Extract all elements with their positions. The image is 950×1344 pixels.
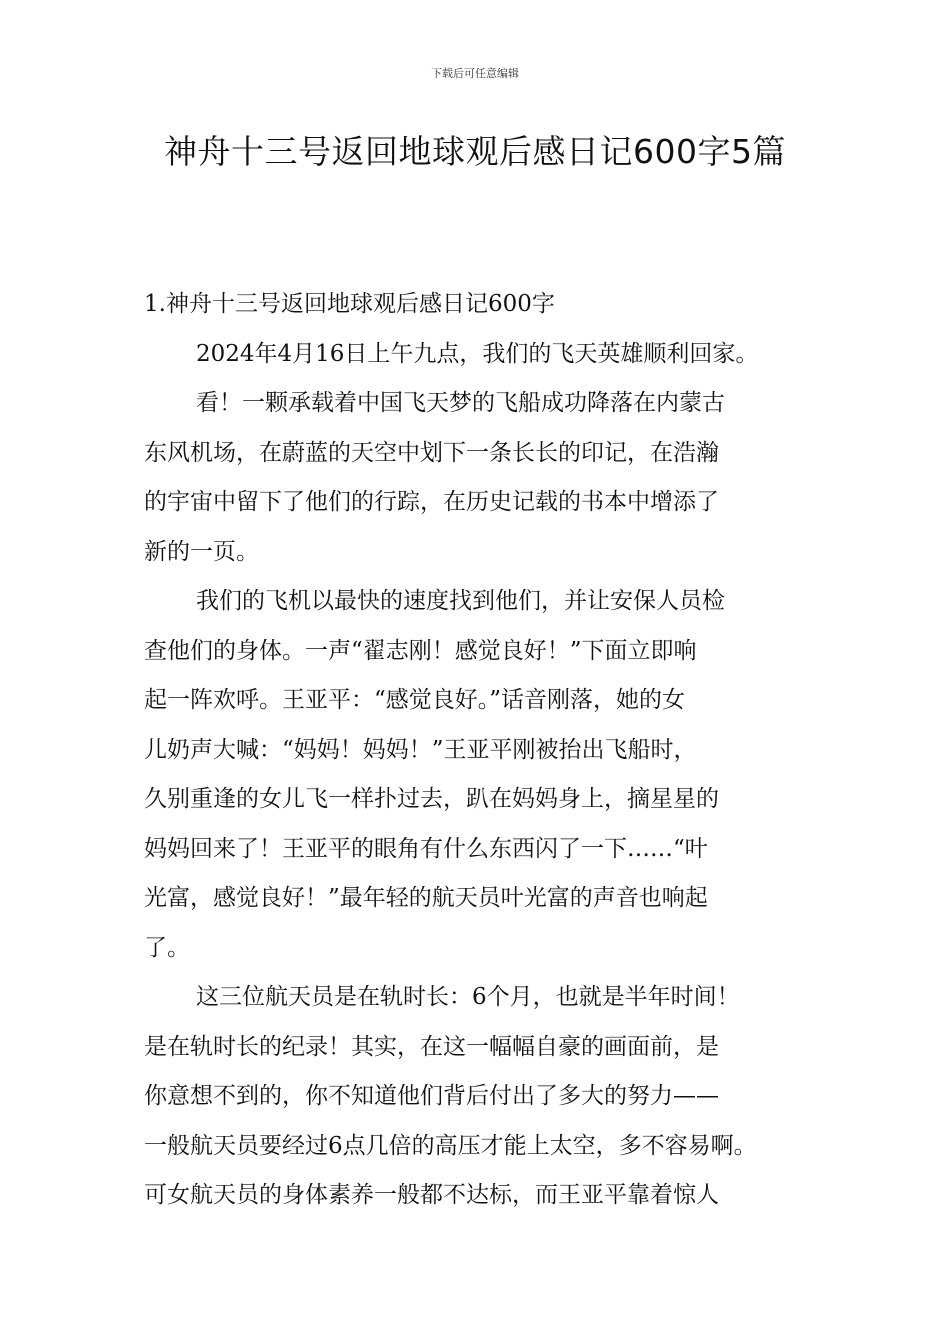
paragraph-line: 可女航天员的身体素养一般都不达标，而王亚平靠着惊人: [144, 1182, 719, 1208]
paragraph-line: 久别重逢的女儿飞一样扑过去，趴在妈妈身上，摘星星的: [144, 786, 719, 812]
paragraph-line: 是在轨时长的纪录！其实，在这一幅幅自豪的画面前，是: [144, 1033, 719, 1060]
paragraph-line: 看！一颗承载着中国飞天梦的飞船成功降落在内蒙古: [196, 390, 725, 416]
paragraph-line: 妈妈回来了！王亚平的眼角有什么东西闪了一下……“叶: [144, 835, 708, 862]
header-note: 下载后可任意编辑: [431, 67, 519, 80]
paragraph-line: 查他们的身体。一声“翟志刚！感觉良好！”下面立即响: [144, 637, 697, 664]
page-title: 神舟十三号返回地球观后感日记600字5篇: [164, 132, 786, 171]
paragraph-line: 了。: [144, 934, 190, 961]
paragraph-line: 一般航天员要经过6点几倍的高压才能上太空，多不容易啊。: [144, 1132, 757, 1159]
paragraph-line: 起一阵欢呼。王亚平：“感觉良好。”话音刚落，她的女: [144, 687, 686, 713]
paragraph-line: 新的一页。: [144, 538, 259, 565]
paragraph-line: 的宇宙中留下了他们的行踪，在历史记载的书本中增添了: [144, 489, 719, 515]
paragraph-line: 我们的飞机以最快的速度找到他们，并让安保人员检: [196, 588, 725, 614]
paragraph-line: 儿奶声大喊：“妈妈！妈妈！”王亚平刚被抬出飞船时，: [144, 736, 697, 763]
article-body: [144, 280, 824, 1221]
paragraph-line: 你意想不到的，你不知道他们背后付出了多大的努力——: [144, 1083, 719, 1109]
paragraph-line: 2024年4月16日上午九点，我们的飞天英雄顺利回家。: [196, 340, 759, 367]
section-heading: 1.神舟十三号返回地球观后感日记600字: [144, 291, 555, 317]
paragraph-line: 光富，感觉良好！”最年轻的航天员叶光富的声音也响起: [144, 885, 708, 911]
paragraph-line: 这三位航天员是在轨时长：6个月，也就是半年时间！: [196, 984, 740, 1010]
paragraph-line: 东风机场，在蔚蓝的天空中划下一条长长的印记，在浩瀚: [144, 439, 719, 466]
